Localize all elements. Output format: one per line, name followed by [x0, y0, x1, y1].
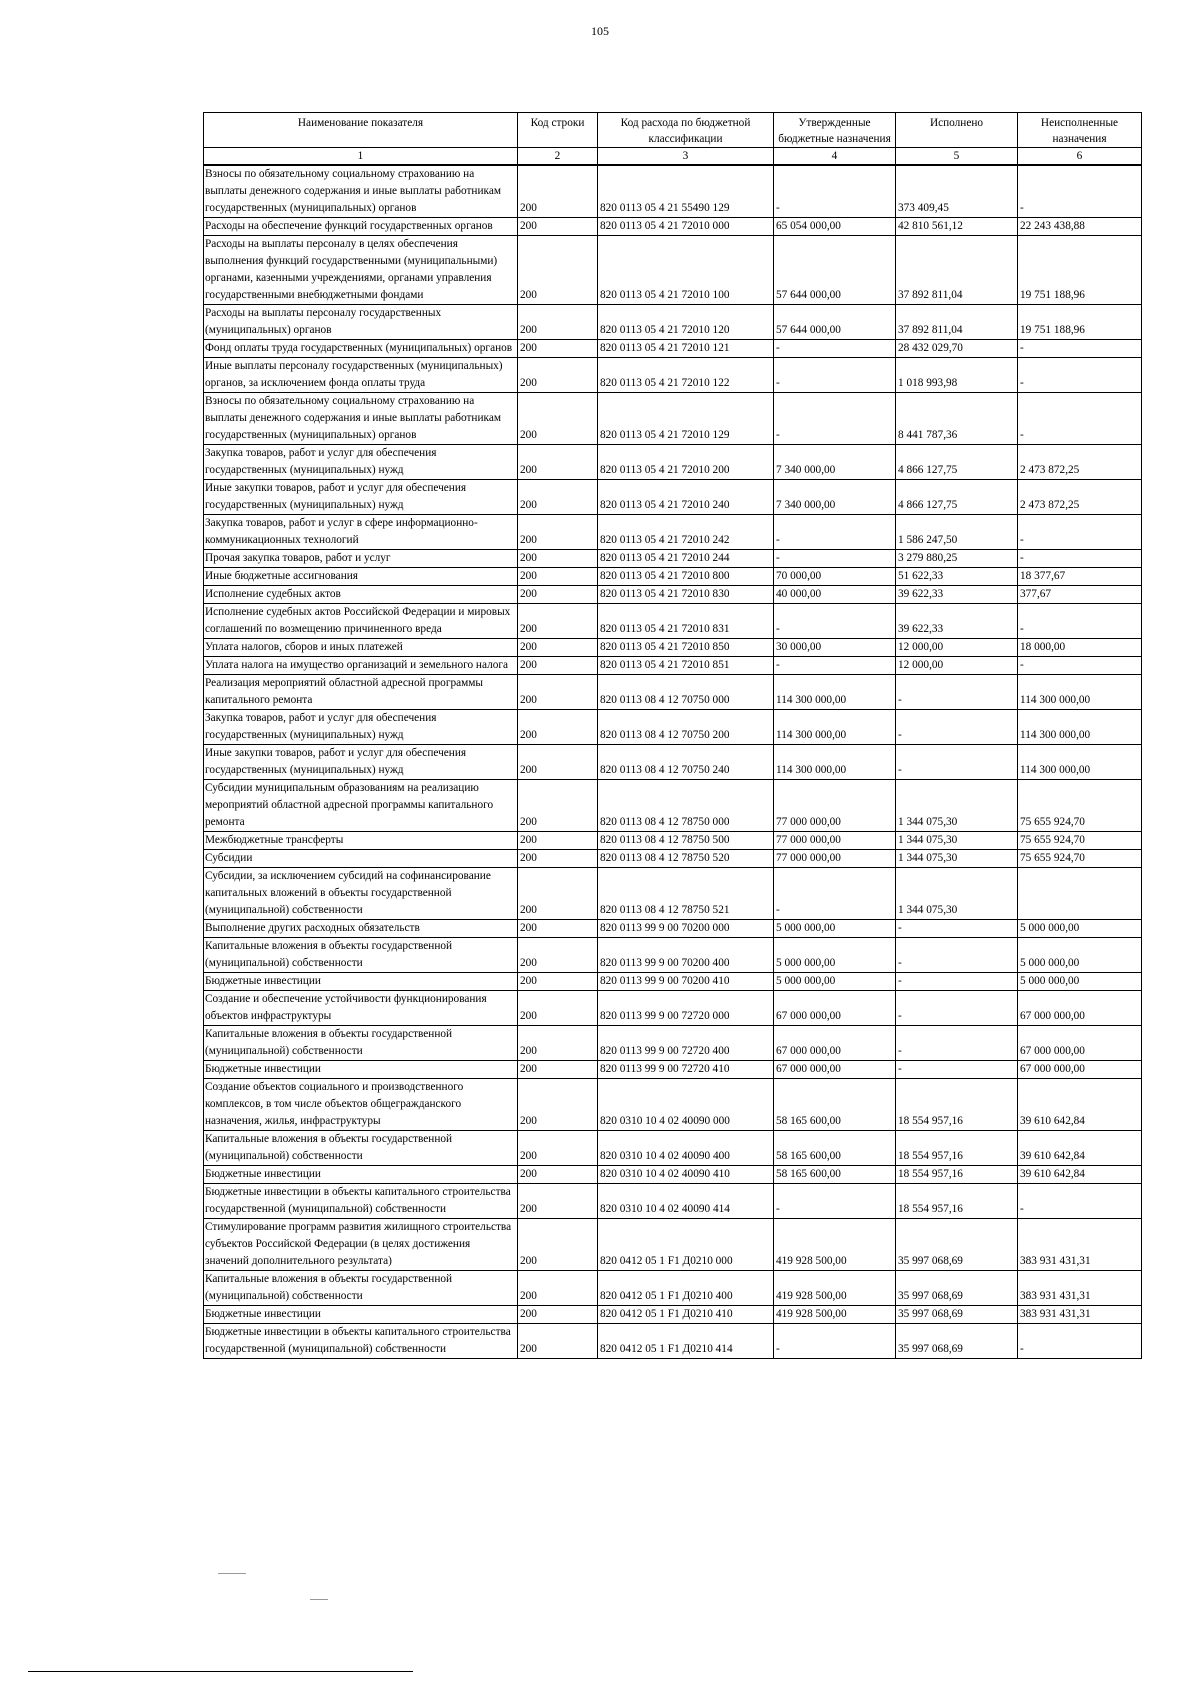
header-executed: Исполнено: [896, 113, 1018, 148]
row-code-cell: 200: [518, 973, 598, 991]
row-unexecuted-cell: 67 000 000,00: [1018, 1026, 1142, 1061]
row-unexecuted-cell: -: [1018, 340, 1142, 358]
row-approved-cell: -: [774, 657, 896, 675]
header-kbk: Код расхода по бюджетной классификации: [598, 113, 774, 148]
row-code-cell: 200: [518, 920, 598, 938]
footer-divider: [28, 1671, 413, 1672]
row-kbk-cell: 820 0113 05 4 21 72010 120: [598, 305, 774, 340]
column-number: 5: [896, 148, 1018, 166]
row-unexecuted-cell: 18 377,67: [1018, 568, 1142, 586]
row-name-cell: Создание и обеспечение устойчивости функционирования объектов инфраструктуры: [204, 991, 518, 1026]
row-code-cell: 200: [518, 1219, 598, 1271]
row-code-cell: 200: [518, 305, 598, 340]
row-approved-cell: 77 000 000,00: [774, 832, 896, 850]
row-unexecuted-cell: -: [1018, 550, 1142, 568]
table-row: [204, 1184, 1142, 1219]
row-name-cell: Капитальные вложения в объекты государственной (муниципальной) собственности: [204, 1131, 518, 1166]
row-code-cell: 200: [518, 604, 598, 639]
row-kbk-cell: 820 0113 05 4 21 72010 000: [598, 218, 774, 236]
row-name-cell: Стимулирование программ развития жилищного строительства субъектов Российской Федерации (в целях достижения значений дополнительного результата): [204, 1219, 518, 1271]
row-approved-cell: 114 300 000,00: [774, 675, 896, 710]
row-unexecuted-cell: 39 610 642,84: [1018, 1079, 1142, 1131]
row-kbk-cell: 820 0113 08 4 12 70750 200: [598, 710, 774, 745]
row-kbk-cell: 820 0412 05 1 F1 Д0210 414: [598, 1324, 774, 1359]
budget-execution-table: [203, 112, 1142, 1359]
table-row: [204, 973, 1142, 991]
row-unexecuted-cell: 2 473 872,25: [1018, 445, 1142, 480]
row-name-cell: Капитальные вложения в объекты государственной (муниципальной) собственности: [204, 1026, 518, 1061]
row-kbk-cell: 820 0113 05 4 21 72010 244: [598, 550, 774, 568]
row-code-cell: 200: [518, 780, 598, 832]
row-code-cell: 200: [518, 1271, 598, 1306]
row-executed-cell: 39 622,33: [896, 586, 1018, 604]
row-approved-cell: -: [774, 165, 896, 218]
row-kbk-cell: 820 0113 05 4 21 72010 850: [598, 639, 774, 657]
row-kbk-cell: 820 0113 08 4 12 78750 000: [598, 780, 774, 832]
table-row: [204, 675, 1142, 710]
row-kbk-cell: 820 0113 05 4 21 72010 800: [598, 568, 774, 586]
row-name-cell: Бюджетные инвестиции в объекты капитального строительства государственной (муниципальной) собственности: [204, 1184, 518, 1219]
row-unexecuted-cell: 75 655 924,70: [1018, 780, 1142, 832]
row-executed-cell: 1 344 075,30: [896, 780, 1018, 832]
row-name-cell: Межбюджетные трансферты: [204, 832, 518, 850]
table-row: [204, 1061, 1142, 1079]
row-approved-cell: 114 300 000,00: [774, 745, 896, 780]
row-executed-cell: 1 344 075,30: [896, 868, 1018, 920]
row-executed-cell: 35 997 068,69: [896, 1219, 1018, 1271]
table-row: [204, 568, 1142, 586]
table-row: [204, 1026, 1142, 1061]
row-approved-cell: 65 054 000,00: [774, 218, 896, 236]
row-executed-cell: -: [896, 973, 1018, 991]
row-approved-cell: 57 644 000,00: [774, 236, 896, 305]
header-code: Код строки: [518, 113, 598, 148]
row-approved-cell: 58 165 600,00: [774, 1079, 896, 1131]
row-unexecuted-cell: -: [1018, 657, 1142, 675]
row-unexecuted-cell: 5 000 000,00: [1018, 973, 1142, 991]
row-kbk-cell: 820 0310 10 4 02 40090 410: [598, 1166, 774, 1184]
row-unexecuted-cell: 22 243 438,88: [1018, 218, 1142, 236]
row-code-cell: 200: [518, 480, 598, 515]
row-name-cell: Иные выплаты персоналу государственных (муниципальных) органов, за исключением фонда оплаты труда: [204, 358, 518, 393]
column-number: 3: [598, 148, 774, 166]
row-executed-cell: -: [896, 710, 1018, 745]
row-approved-cell: -: [774, 358, 896, 393]
row-approved-cell: 67 000 000,00: [774, 991, 896, 1026]
row-kbk-cell: 820 0113 08 4 12 78750 520: [598, 850, 774, 868]
row-approved-cell: 114 300 000,00: [774, 710, 896, 745]
row-kbk-cell: 820 0113 99 9 00 72720 400: [598, 1026, 774, 1061]
row-approved-cell: -: [774, 1184, 896, 1219]
row-name-cell: Расходы на выплаты персоналу государственных (муниципальных) органов: [204, 305, 518, 340]
row-approved-cell: -: [774, 1324, 896, 1359]
row-approved-cell: 5 000 000,00: [774, 920, 896, 938]
table-row: [204, 868, 1142, 920]
row-name-cell: Расходы на выплаты персоналу в целях обеспечения выполнения функций государственными (муниципальными) органами, казенными учреждениями, органами управления государственными внебюджетными фондами: [204, 236, 518, 305]
row-name-cell: Исполнение судебных актов Российской Федерации и мировых соглашений по возмещению причиненного вреда: [204, 604, 518, 639]
table-row: [204, 550, 1142, 568]
row-name-cell: Взносы по обязательному социальному страхованию на выплаты денежного содержания и иные выплаты работникам государственных (муниципальных) органов: [204, 393, 518, 445]
row-executed-cell: 1 586 247,50: [896, 515, 1018, 550]
row-code-cell: 200: [518, 1324, 598, 1359]
row-kbk-cell: 820 0412 05 1 F1 Д0210 400: [598, 1271, 774, 1306]
row-name-cell: Расходы на обеспечение функций государственных органов: [204, 218, 518, 236]
row-code-cell: 200: [518, 832, 598, 850]
row-unexecuted-cell: 67 000 000,00: [1018, 1061, 1142, 1079]
row-approved-cell: 67 000 000,00: [774, 1061, 896, 1079]
row-name-cell: Создание объектов социального и производственного комплексов, в том числе объектов общегражданского назначения, жилья, инфраструктуры: [204, 1079, 518, 1131]
row-executed-cell: 18 554 957,16: [896, 1184, 1018, 1219]
table-row: [204, 445, 1142, 480]
row-name-cell: Прочая закупка товаров, работ и услуг: [204, 550, 518, 568]
row-unexecuted-cell: 377,67: [1018, 586, 1142, 604]
row-kbk-cell: 820 0113 05 4 21 72010 200: [598, 445, 774, 480]
table-row: [204, 920, 1142, 938]
table-row: [204, 1219, 1142, 1271]
row-executed-cell: -: [896, 938, 1018, 973]
table-row: [204, 710, 1142, 745]
row-code-cell: 200: [518, 1061, 598, 1079]
table-row: [204, 657, 1142, 675]
row-name-cell: Реализация мероприятий областной адресной программы капитального ремонта: [204, 675, 518, 710]
table-row: [204, 305, 1142, 340]
row-executed-cell: 3 279 880,25: [896, 550, 1018, 568]
row-kbk-cell: 820 0412 05 1 F1 Д0210 000: [598, 1219, 774, 1271]
row-code-cell: 200: [518, 657, 598, 675]
row-approved-cell: 40 000,00: [774, 586, 896, 604]
table-body: [204, 165, 1142, 1359]
row-unexecuted-cell: 114 300 000,00: [1018, 675, 1142, 710]
row-name-cell: Субсидии муниципальным образованиям на реализацию мероприятий областной адресной программы капитального ремонта: [204, 780, 518, 832]
row-unexecuted-cell: -: [1018, 515, 1142, 550]
table-row: [204, 586, 1142, 604]
table-row: [204, 780, 1142, 832]
scan-mark: [218, 1573, 246, 1574]
row-code-cell: 200: [518, 1306, 598, 1324]
row-approved-cell: 419 928 500,00: [774, 1271, 896, 1306]
row-kbk-cell: 820 0113 05 4 21 72010 830: [598, 586, 774, 604]
table-row: [204, 480, 1142, 515]
row-kbk-cell: 820 0113 08 4 12 70750 000: [598, 675, 774, 710]
row-executed-cell: 8 441 787,36: [896, 393, 1018, 445]
table-row: [204, 1271, 1142, 1306]
row-unexecuted-cell: -: [1018, 358, 1142, 393]
table-row: [204, 1131, 1142, 1166]
row-kbk-cell: 820 0113 05 4 21 72010 851: [598, 657, 774, 675]
row-name-cell: Взносы по обязательному социальному страхованию на выплаты денежного содержания и иные выплаты работникам государственных (муниципальных) органов: [204, 165, 518, 218]
row-executed-cell: 35 997 068,69: [896, 1271, 1018, 1306]
row-unexecuted-cell: 5 000 000,00: [1018, 920, 1142, 938]
row-executed-cell: 12 000,00: [896, 639, 1018, 657]
table-row: [204, 218, 1142, 236]
table-row: [204, 393, 1142, 445]
row-name-cell: Иные закупки товаров, работ и услуг для обеспечения государственных (муниципальных) нужд: [204, 745, 518, 780]
row-code-cell: 200: [518, 358, 598, 393]
row-name-cell: Уплата налога на имущество организаций и земельного налога: [204, 657, 518, 675]
row-approved-cell: 58 165 600,00: [774, 1166, 896, 1184]
row-executed-cell: 1 344 075,30: [896, 832, 1018, 850]
row-unexecuted-cell: -: [1018, 1324, 1142, 1359]
row-executed-cell: -: [896, 1026, 1018, 1061]
table-row: [204, 1324, 1142, 1359]
row-executed-cell: -: [896, 991, 1018, 1026]
row-approved-cell: 57 644 000,00: [774, 305, 896, 340]
row-kbk-cell: 820 0113 05 4 21 72010 122: [598, 358, 774, 393]
row-approved-cell: -: [774, 604, 896, 639]
row-approved-cell: -: [774, 515, 896, 550]
row-unexecuted-cell: 383 931 431,31: [1018, 1219, 1142, 1271]
row-unexecuted-cell: [1018, 868, 1142, 920]
row-executed-cell: 18 554 957,16: [896, 1166, 1018, 1184]
row-name-cell: Выполнение других расходных обязательств: [204, 920, 518, 938]
row-executed-cell: 18 554 957,16: [896, 1131, 1018, 1166]
row-unexecuted-cell: 114 300 000,00: [1018, 745, 1142, 780]
row-code-cell: 200: [518, 850, 598, 868]
header-name: Наименование показателя: [204, 113, 518, 148]
table-row: [204, 340, 1142, 358]
row-kbk-cell: 820 0412 05 1 F1 Д0210 410: [598, 1306, 774, 1324]
row-executed-cell: 373 409,45: [896, 165, 1018, 218]
row-kbk-cell: 820 0113 05 4 21 55490 129: [598, 165, 774, 218]
row-name-cell: Иные закупки товаров, работ и услуг для обеспечения государственных (муниципальных) нужд: [204, 480, 518, 515]
row-code-cell: 200: [518, 1026, 598, 1061]
row-executed-cell: 28 432 029,70: [896, 340, 1018, 358]
row-unexecuted-cell: 383 931 431,31: [1018, 1271, 1142, 1306]
row-kbk-cell: 820 0113 08 4 12 78750 521: [598, 868, 774, 920]
table-row: [204, 991, 1142, 1026]
header-approved: Утвержденные бюджетные назначения: [774, 113, 896, 148]
row-approved-cell: -: [774, 393, 896, 445]
row-unexecuted-cell: 39 610 642,84: [1018, 1131, 1142, 1166]
row-approved-cell: 77 000 000,00: [774, 780, 896, 832]
row-name-cell: Субсидии: [204, 850, 518, 868]
row-unexecuted-cell: 18 000,00: [1018, 639, 1142, 657]
row-executed-cell: -: [896, 1061, 1018, 1079]
row-name-cell: Бюджетные инвестиции: [204, 1306, 518, 1324]
row-executed-cell: 4 866 127,75: [896, 480, 1018, 515]
row-code-cell: 200: [518, 340, 598, 358]
row-name-cell: Бюджетные инвестиции в объекты капитального строительства государственной (муниципальной) собственности: [204, 1324, 518, 1359]
row-executed-cell: 1 018 993,98: [896, 358, 1018, 393]
table-row: [204, 850, 1142, 868]
column-number-row: [204, 148, 1142, 166]
row-name-cell: Фонд оплаты труда государственных (муниципальных) органов: [204, 340, 518, 358]
table-row: [204, 745, 1142, 780]
row-kbk-cell: 820 0310 10 4 02 40090 414: [598, 1184, 774, 1219]
row-kbk-cell: 820 0113 99 9 00 72720 410: [598, 1061, 774, 1079]
column-number: 6: [1018, 148, 1142, 166]
row-name-cell: Закупка товаров, работ и услуг для обеспечения государственных (муниципальных) нужд: [204, 445, 518, 480]
row-code-cell: 200: [518, 868, 598, 920]
row-kbk-cell: 820 0113 08 4 12 78750 500: [598, 832, 774, 850]
row-name-cell: Закупка товаров, работ и услуг в сфере информационно-коммуникационных технологий: [204, 515, 518, 550]
row-kbk-cell: 820 0113 05 4 21 72010 100: [598, 236, 774, 305]
row-kbk-cell: 820 0113 05 4 21 72010 121: [598, 340, 774, 358]
row-kbk-cell: 820 0113 99 9 00 70200 000: [598, 920, 774, 938]
row-name-cell: Бюджетные инвестиции: [204, 973, 518, 991]
row-approved-cell: -: [774, 550, 896, 568]
row-unexecuted-cell: 39 610 642,84: [1018, 1166, 1142, 1184]
row-unexecuted-cell: 19 751 188,96: [1018, 305, 1142, 340]
row-code-cell: 200: [518, 1079, 598, 1131]
row-code-cell: 200: [518, 675, 598, 710]
row-executed-cell: 39 622,33: [896, 604, 1018, 639]
table-row: [204, 938, 1142, 973]
table-row: [204, 1306, 1142, 1324]
row-kbk-cell: 820 0113 99 9 00 70200 400: [598, 938, 774, 973]
table-row: [204, 832, 1142, 850]
row-code-cell: 200: [518, 393, 598, 445]
row-executed-cell: 35 997 068,69: [896, 1324, 1018, 1359]
row-unexecuted-cell: 2 473 872,25: [1018, 480, 1142, 515]
row-unexecuted-cell: 75 655 924,70: [1018, 850, 1142, 868]
row-kbk-cell: 820 0310 10 4 02 40090 000: [598, 1079, 774, 1131]
row-unexecuted-cell: 67 000 000,00: [1018, 991, 1142, 1026]
column-number: 4: [774, 148, 896, 166]
column-number: 1: [204, 148, 518, 166]
row-code-cell: 200: [518, 1184, 598, 1219]
row-name-cell: Исполнение судебных актов: [204, 586, 518, 604]
row-name-cell: Уплата налогов, сборов и иных платежей: [204, 639, 518, 657]
row-executed-cell: 37 892 811,04: [896, 305, 1018, 340]
table-row: [204, 358, 1142, 393]
row-kbk-cell: 820 0113 05 4 21 72010 242: [598, 515, 774, 550]
row-code-cell: 200: [518, 218, 598, 236]
row-code-cell: 200: [518, 445, 598, 480]
row-unexecuted-cell: -: [1018, 604, 1142, 639]
row-kbk-cell: 820 0310 10 4 02 40090 400: [598, 1131, 774, 1166]
row-name-cell: Капитальные вложения в объекты государственной (муниципальной) собственности: [204, 938, 518, 973]
row-executed-cell: 4 866 127,75: [896, 445, 1018, 480]
row-code-cell: 200: [518, 710, 598, 745]
table-row: [204, 236, 1142, 305]
row-kbk-cell: 820 0113 99 9 00 70200 410: [598, 973, 774, 991]
table-row: [204, 515, 1142, 550]
row-name-cell: Закупка товаров, работ и услуг для обеспечения государственных (муниципальных) нужд: [204, 710, 518, 745]
row-executed-cell: -: [896, 920, 1018, 938]
row-kbk-cell: 820 0113 05 4 21 72010 129: [598, 393, 774, 445]
row-code-cell: 200: [518, 515, 598, 550]
row-name-cell: Субсидии, за исключением субсидий на софинансирование капитальных вложений в объекты государственной (муниципальной) собственности: [204, 868, 518, 920]
row-code-cell: 200: [518, 568, 598, 586]
row-executed-cell: 1 344 075,30: [896, 850, 1018, 868]
row-unexecuted-cell: 114 300 000,00: [1018, 710, 1142, 745]
row-executed-cell: -: [896, 675, 1018, 710]
row-executed-cell: 35 997 068,69: [896, 1306, 1018, 1324]
row-approved-cell: 7 340 000,00: [774, 480, 896, 515]
row-approved-cell: 7 340 000,00: [774, 445, 896, 480]
row-approved-cell: 77 000 000,00: [774, 850, 896, 868]
row-approved-cell: 30 000,00: [774, 639, 896, 657]
scan-mark: [310, 1599, 328, 1600]
row-name-cell: Иные бюджетные ассигнования: [204, 568, 518, 586]
row-unexecuted-cell: -: [1018, 165, 1142, 218]
row-code-cell: 200: [518, 639, 598, 657]
row-code-cell: 200: [518, 586, 598, 604]
row-executed-cell: 18 554 957,16: [896, 1079, 1018, 1131]
row-kbk-cell: 820 0113 05 4 21 72010 831: [598, 604, 774, 639]
row-approved-cell: 70 000,00: [774, 568, 896, 586]
row-unexecuted-cell: 383 931 431,31: [1018, 1306, 1142, 1324]
row-unexecuted-cell: 19 751 188,96: [1018, 236, 1142, 305]
row-name-cell: Бюджетные инвестиции: [204, 1061, 518, 1079]
header-row: [204, 113, 1142, 148]
row-approved-cell: 67 000 000,00: [774, 1026, 896, 1061]
row-approved-cell: 5 000 000,00: [774, 973, 896, 991]
row-unexecuted-cell: -: [1018, 393, 1142, 445]
row-approved-cell: 5 000 000,00: [774, 938, 896, 973]
row-approved-cell: -: [774, 868, 896, 920]
table-row: [204, 1166, 1142, 1184]
row-executed-cell: 51 622,33: [896, 568, 1018, 586]
column-number: 2: [518, 148, 598, 166]
row-code-cell: 200: [518, 1131, 598, 1166]
table-row: [204, 165, 1142, 218]
row-code-cell: 200: [518, 991, 598, 1026]
row-executed-cell: 12 000,00: [896, 657, 1018, 675]
header-unexecuted: Неисполненные назначения: [1018, 113, 1142, 148]
row-code-cell: 200: [518, 938, 598, 973]
table-row: [204, 604, 1142, 639]
row-code-cell: 200: [518, 1166, 598, 1184]
row-approved-cell: 419 928 500,00: [774, 1306, 896, 1324]
row-executed-cell: 37 892 811,04: [896, 236, 1018, 305]
row-kbk-cell: 820 0113 99 9 00 72720 000: [598, 991, 774, 1026]
row-kbk-cell: 820 0113 08 4 12 70750 240: [598, 745, 774, 780]
table-row: [204, 1079, 1142, 1131]
row-unexecuted-cell: -: [1018, 1184, 1142, 1219]
table-row: [204, 639, 1142, 657]
row-code-cell: 200: [518, 236, 598, 305]
row-executed-cell: 42 810 561,12: [896, 218, 1018, 236]
row-code-cell: 200: [518, 165, 598, 218]
row-executed-cell: -: [896, 745, 1018, 780]
row-code-cell: 200: [518, 745, 598, 780]
row-name-cell: Бюджетные инвестиции: [204, 1166, 518, 1184]
row-code-cell: 200: [518, 550, 598, 568]
row-kbk-cell: 820 0113 05 4 21 72010 240: [598, 480, 774, 515]
row-name-cell: Капитальные вложения в объекты государственной (муниципальной) собственности: [204, 1271, 518, 1306]
row-unexecuted-cell: 5 000 000,00: [1018, 938, 1142, 973]
row-approved-cell: 419 928 500,00: [774, 1219, 896, 1271]
row-unexecuted-cell: 75 655 924,70: [1018, 832, 1142, 850]
page-number: 105: [591, 24, 609, 38]
row-approved-cell: 58 165 600,00: [774, 1131, 896, 1166]
row-approved-cell: -: [774, 340, 896, 358]
